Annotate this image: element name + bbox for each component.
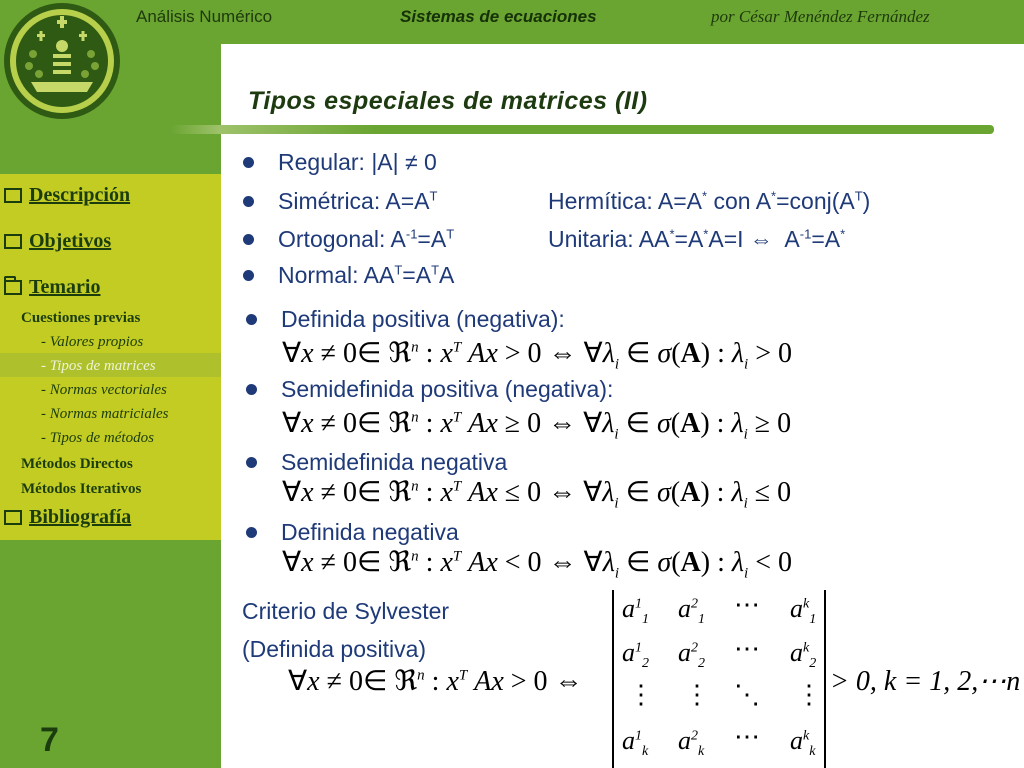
relation-symbol: < <box>755 547 771 578</box>
sup-t: T <box>446 226 455 242</box>
det-cell: $a^k_2$ <box>790 638 817 672</box>
formula-sylvester-lhs: ∀x ≠ 0∈ ℜ$^n$ : $x^T$ Ax > 0 ⇔ <box>288 666 583 697</box>
item-normal: Normal: $AA^T=A^TA$ <box>278 262 455 288</box>
sylvester-determinant <box>612 590 826 768</box>
eq-a: =A <box>417 226 447 252</box>
nav-subsub-tipos-de-metodos[interactable]: - Tipos de métodos <box>41 430 154 446</box>
neq-symbol: ≠ 0 <box>405 149 437 175</box>
nav-item-bibliografia[interactable] <box>4 506 131 529</box>
item-simetrica <box>278 188 437 215</box>
item-normal-text: Normal: AA <box>278 262 395 288</box>
nav-item-label: Temario <box>29 276 101 298</box>
formula-definida-positiva: ∀x ≠ 0∈ ℜ$^n$ : $x^T$ Ax > 0 ⇔ $\forall\lambda_i$ ∈ σ(A) : $\lambda_i > 0$ <box>282 338 792 373</box>
title-underline <box>170 125 994 134</box>
relation-symbol: ≤ <box>754 477 771 508</box>
formula-semidefinida-negativa: ∀x ≠ 0∈ ℜ$^n$ : $x^T$ Ax ≤ 0 ⇔ $\forall\lambda_i$ ∈ σ(A) : $\lambda_i \le 0$ <box>282 477 792 512</box>
sup-star: * <box>703 226 709 242</box>
relation-symbol: ≤ <box>504 477 521 508</box>
sup-minus-one: -1 <box>405 226 418 242</box>
box-icon <box>4 188 22 203</box>
item-hermitica-text: Hermítica: A=A <box>548 188 703 214</box>
item-simetrica-text: Simétrica: A=A <box>278 188 430 214</box>
item-ortogonal <box>278 226 454 253</box>
eq-a: =A <box>811 226 841 252</box>
relation-symbol: ≥ <box>754 408 771 439</box>
det-cell: ⋮ <box>628 680 654 709</box>
det-cell: $a^1_k$ <box>622 726 649 760</box>
close-paren: ) <box>862 188 871 214</box>
eq-a: =A <box>402 262 432 288</box>
item-definida-negativa: Definida negativa <box>281 519 459 545</box>
box-icon <box>4 234 22 249</box>
det-cell: $a^2_2$ <box>678 638 705 672</box>
formula-definida-negativa: ∀x ≠ 0∈ ℜ$^n$ : $x^T$ Ax < 0 ⇔ $\forall\lambda_i$ ∈ σ(A) : $\lambda_i < 0$ <box>282 547 792 582</box>
sup-t: T <box>431 262 440 278</box>
det-cell: ⋱ <box>734 680 760 709</box>
formula-sylvester-rhs: > 0, k = 1, 2,⋯n <box>830 666 1021 697</box>
nav-subsub-normas-vectoriales[interactable]: - Normas vectoriales <box>41 382 167 398</box>
bullet-icon <box>243 270 254 281</box>
eq-a: =A <box>674 226 704 252</box>
det-cell: $a^2_k$ <box>678 726 705 760</box>
sup-star: * <box>702 188 708 204</box>
nav-sub-metodos-directos[interactable]: Métodos Directos <box>21 456 133 472</box>
conj-text: =conj(A <box>776 188 855 214</box>
det-cell: ⋮ <box>796 680 822 709</box>
relation-symbol: > <box>755 338 771 369</box>
box-icon <box>4 510 22 525</box>
item-ortogonal-text: Ortogonal: A <box>278 226 406 252</box>
bullet-icon <box>243 196 254 207</box>
det-cell: $a^2_1$ <box>678 594 705 628</box>
det-cell: ⋯ <box>734 722 760 751</box>
det-cell: ⋮ <box>684 680 710 709</box>
item-semidefinida-negativa: Semidefinida negativa <box>281 449 508 475</box>
item-hermitica <box>548 188 870 215</box>
nav-item-descripcion[interactable] <box>4 184 130 207</box>
bullet-icon <box>246 384 257 395</box>
det-cell: $a^k_k$ <box>790 726 816 760</box>
det-cell: ⋯ <box>734 590 760 619</box>
topic-name: Sistemas de ecuaciones <box>400 7 597 26</box>
slide-title: Tipos especiales de matrices (II) <box>248 87 648 115</box>
bullet-icon <box>246 527 257 538</box>
bullet-icon <box>246 314 257 325</box>
formula-semidefinida-positiva: ∀x ≠ 0∈ ℜ$^n$ : $x^T$ Ax ≥ 0 ⇔ $\forall\lambda_i$ ∈ σ(A) : $\lambda_i \ge 0$ <box>282 408 792 443</box>
nav-subsub-valores-propios[interactable]: - Valores propios <box>41 334 144 350</box>
folder-icon <box>4 280 22 295</box>
iff-symbol: ⇔ <box>749 226 773 252</box>
sup-t: T <box>854 188 863 204</box>
item-definida-positiva: Definida positiva (negativa): <box>281 306 565 332</box>
bullet-icon <box>243 234 254 245</box>
sylvester-subtitle: (Definida positiva) <box>242 636 427 662</box>
item-regular <box>278 149 437 176</box>
university-crest-icon <box>3 2 121 120</box>
page-number: 7 <box>40 721 59 759</box>
sup-t: T <box>429 188 438 204</box>
nav-item-label: Objetivos <box>29 230 112 252</box>
item-regular-text: Regular: |A| <box>278 149 399 175</box>
det-cell: ⋯ <box>734 634 760 663</box>
sup-star: * <box>771 188 777 204</box>
nav-item-objetivos[interactable] <box>4 230 111 253</box>
sup-star: * <box>840 226 846 242</box>
sup-t: T <box>394 262 403 278</box>
item-semidefinida-positiva: Semidefinida positiva (negativa): <box>281 376 614 402</box>
nav-sub-cuestiones-previas[interactable]: Cuestiones previas <box>21 310 141 326</box>
nav-item-label: Bibliografía <box>29 506 132 528</box>
bullet-icon <box>243 157 254 168</box>
nav-subsub-normas-matriciales[interactable]: - Normas matriciales <box>41 406 169 422</box>
sup-minus-one: -1 <box>799 226 812 242</box>
nav-item-temario[interactable] <box>4 276 100 299</box>
sylvester-title: Criterio de Sylvester <box>242 598 450 624</box>
nav-sub-metodos-iterativos[interactable]: Métodos Iterativos <box>21 481 142 497</box>
det-cell: $a^1_1$ <box>622 594 649 628</box>
det-cell: $a^1_2$ <box>622 638 649 672</box>
nav-item-label: Descripción <box>29 184 131 206</box>
sup-star: * <box>669 226 675 242</box>
bullet-icon <box>246 457 257 468</box>
con-text: con A <box>707 188 772 214</box>
a-eq-i: A=I <box>708 226 744 252</box>
item-unitaria-text: Unitaria: AA <box>548 226 670 252</box>
relation-symbol: < <box>504 547 521 578</box>
author-name: por César Menéndez Fernández <box>711 7 930 26</box>
det-cell: $a^k_1$ <box>790 594 817 628</box>
item-unitaria: Unitaria: AA*=A*A=I ⇔ $A^{-1}=A^*$ <box>548 226 846 252</box>
relation-symbol: ≥ <box>504 408 521 439</box>
relation-symbol: > <box>504 338 521 369</box>
nav-subsub-tipos-de-matrices[interactable]: - Tipos de matrices <box>41 358 156 374</box>
course-name: Análisis Numérico <box>136 7 273 26</box>
